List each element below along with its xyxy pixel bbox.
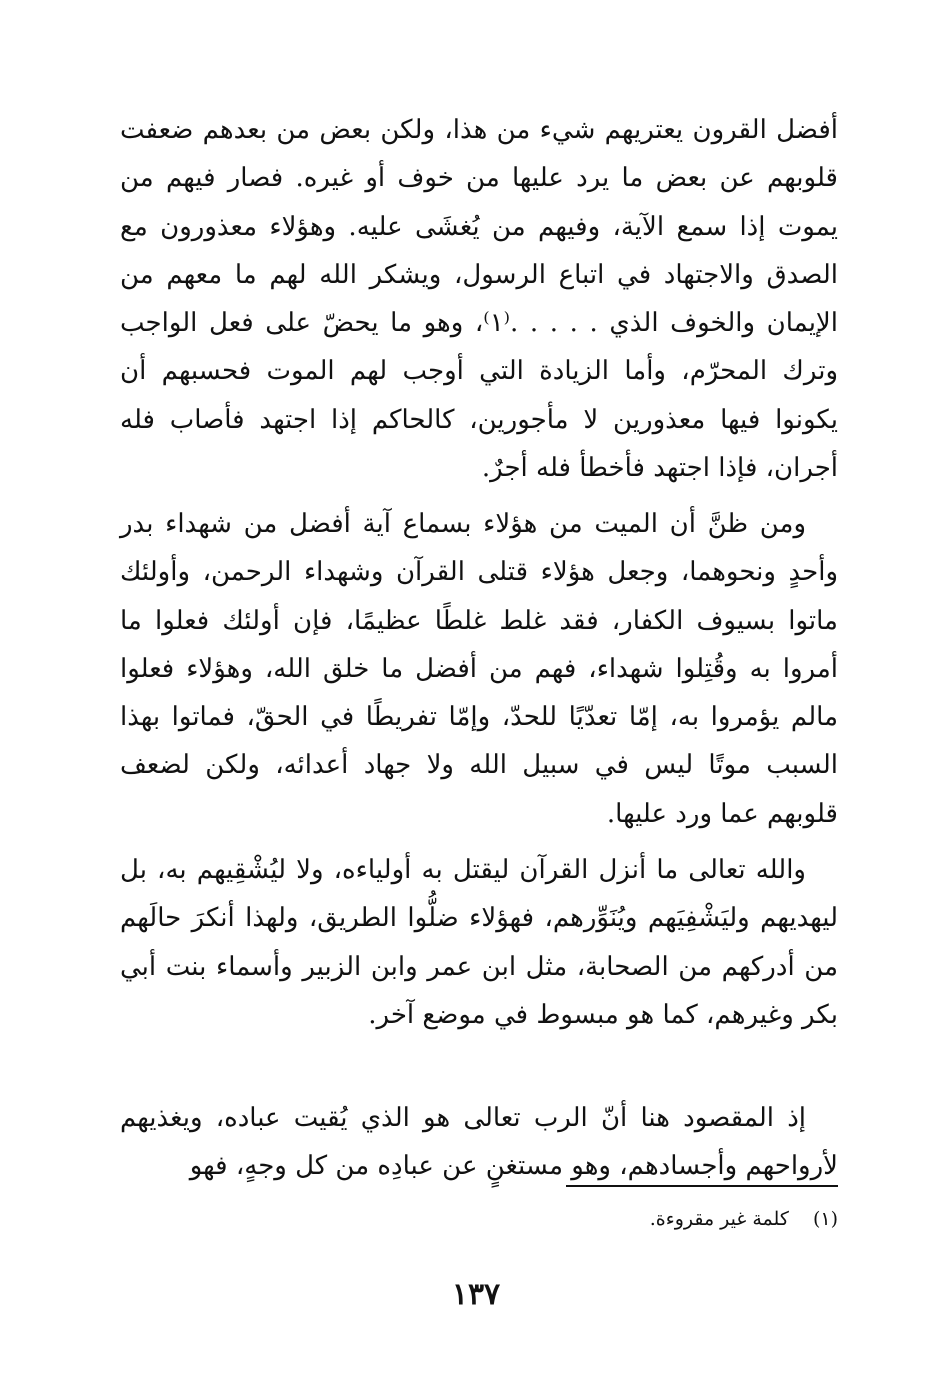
main-text-paragraph-1 <box>120 106 838 492</box>
main-text-paragraph-2 <box>120 500 838 838</box>
main-text-paragraph-4 <box>120 1094 838 1191</box>
page-number: ١٣٧ <box>451 1277 501 1312</box>
footnote-number: (١) <box>812 1208 838 1230</box>
footnote-separator-rule <box>566 1185 838 1187</box>
paragraph-text: ومن ظنَّ أن الميت من هؤلاء بسماع آية أفضل من شهداء بدر وأحدٍ ونحوهما، وجعل هؤلاء قتلى القرآن وشهداء الرحمن، وأولئك ماتوا بسيوف الكفار، فقد غلط غلطًا عظيمًا، فإن أولئك فعلوا ما أمروا به وقُتِلوا شهداء، فهم من أفضل ما خلق الله، وهؤلاء فعلوا مالم يؤمروا به، إمّا تعدّيًا للحدّ، وإمّا تفريطًا في الحقّ، فماتوا بهذا السبب موتًا ليس في سبيل الله ولا جهاد أعدائه، ولكن لضعف قلوبهم عما ورد عليها. <box>120 509 838 829</box>
footnote-text: كلمة غير مقروءة. <box>649 1208 789 1230</box>
paragraph-text: إذ المقصود هنا أنّ الرب تعالى هو الذي يُقيت عباده، ويغذيهم لأرواحهم وأجسادهم، وهو مستغنٍ عن عبادِه من كل وجهٍ، فهو <box>120 1103 838 1182</box>
footnote <box>520 1204 838 1234</box>
main-text-paragraph-3 <box>120 846 838 1039</box>
paragraph-text: أفضل القرون يعتريهم شيء من هذا، ولكن بعض من بعدهم ضعفت قلوبهم عن بعض ما يرد عليها من خوف أو غيره. فصار فيهم من يموت إذا سمع الآية، وفيهم من يُغشَى عليه. وهؤلاء معذورون مع الصدق والاجتهاد في اتباع الرسول، ويشكر الله لهم ما معهم من الإيمان والخوف الذي . . . . .⁽١⁾، وهو ما يحضّ على فعل الواجب وترك المحرّم، وأما الزيادة التي أوجب لهم الموت فحسبهم أن يكونوا فيها معذورين لا مأجورين، كالحاكم إذا اجتهد فأصاب فله أجران، فإذا اجتهد فأخطأ فله أجرٌ. <box>120 115 838 484</box>
paragraph-text: والله تعالى ما أنزل القرآن ليقتل به أولياءه، ولا ليُشْقِيهم به، بل ليهديهم وليَشْفِيَهم ويُنَوِّرهم، فهؤلاء ضلُّوا الطريق، ولهذا أنكرَ حالَهم من أدركهم من الصحابة، مثل ابن عمر وابن الزبير وأسماء بنت أبي بكر وغيرهم، كما هو مبسوط في موضع آخر. <box>120 855 838 1030</box>
